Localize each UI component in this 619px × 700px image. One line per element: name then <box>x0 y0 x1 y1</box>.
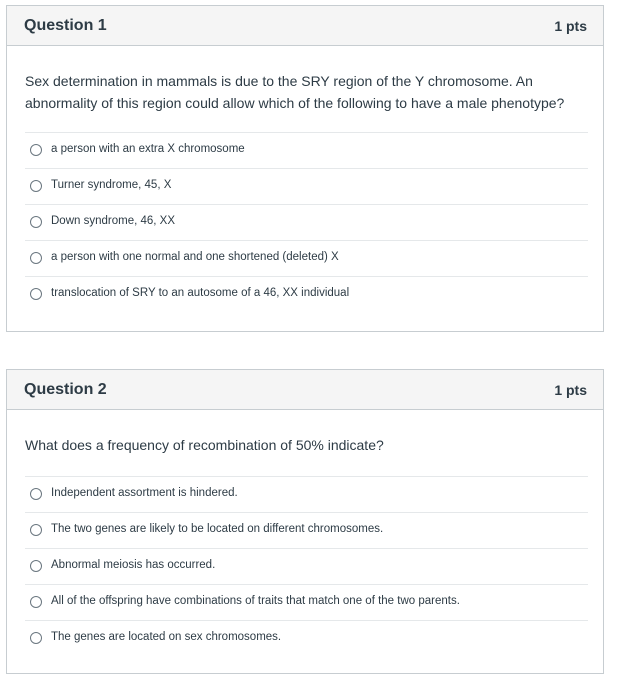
answer-option[interactable] <box>25 276 588 312</box>
question-header <box>7 370 603 410</box>
answer-label[interactable]: The genes are located on sex chromosomes. <box>51 631 282 643</box>
question-text: What does a frequency of recombination of 50% indicate? <box>25 437 384 453</box>
answer-option[interactable] <box>25 476 588 512</box>
radio-button[interactable] <box>30 144 42 156</box>
question-title: Question 1 <box>24 17 107 34</box>
radio-button[interactable] <box>30 216 42 228</box>
question-header <box>7 6 603 46</box>
question-text: Sex determination in mammals is due to the SRY region of the Y chromosome. An abnormality of this region could allow which of the following to have a male phenotype? <box>25 73 565 111</box>
radio-button[interactable] <box>30 524 42 536</box>
radio-button[interactable] <box>30 488 42 500</box>
answer-list <box>25 476 588 656</box>
question-card-1 <box>6 5 604 332</box>
question-points: 1 pts <box>554 18 587 34</box>
answer-option[interactable] <box>25 620 588 656</box>
answer-label[interactable]: The two genes are likely to be located on different chromosomes. <box>51 523 384 535</box>
radio-button[interactable] <box>30 632 42 644</box>
answer-label[interactable]: a person with an extra X chromosome <box>51 143 245 155</box>
answer-label[interactable]: translocation of SRY to an autosome of a 46, XX individual <box>51 287 350 299</box>
answer-option[interactable] <box>25 584 588 620</box>
answer-label[interactable]: Independent assortment is hindered. <box>51 487 238 499</box>
answer-label[interactable]: Turner syndrome, 45, X <box>51 179 172 191</box>
question-card-2 <box>6 369 604 674</box>
radio-button[interactable] <box>30 288 42 300</box>
answer-list <box>25 132 588 312</box>
answer-label[interactable]: Down syndrome, 46, XX <box>51 215 176 227</box>
answer-option[interactable] <box>25 132 588 168</box>
answer-option[interactable] <box>25 168 588 204</box>
answer-option[interactable] <box>25 548 588 584</box>
answer-label[interactable]: Abnormal meiosis has occurred. <box>51 559 216 571</box>
answer-option[interactable] <box>25 240 588 276</box>
answer-option[interactable] <box>25 512 588 548</box>
radio-button[interactable] <box>30 596 42 608</box>
radio-button[interactable] <box>30 252 42 264</box>
question-points: 1 pts <box>554 382 587 398</box>
answer-label[interactable]: a person with one normal and one shortened (deleted) X <box>51 251 339 263</box>
radio-button[interactable] <box>30 560 42 572</box>
answer-option[interactable] <box>25 204 588 240</box>
radio-button[interactable] <box>30 180 42 192</box>
question-title: Question 2 <box>24 381 107 398</box>
answer-label[interactable]: All of the offspring have combinations of traits that match one of the two parents. <box>51 595 460 607</box>
